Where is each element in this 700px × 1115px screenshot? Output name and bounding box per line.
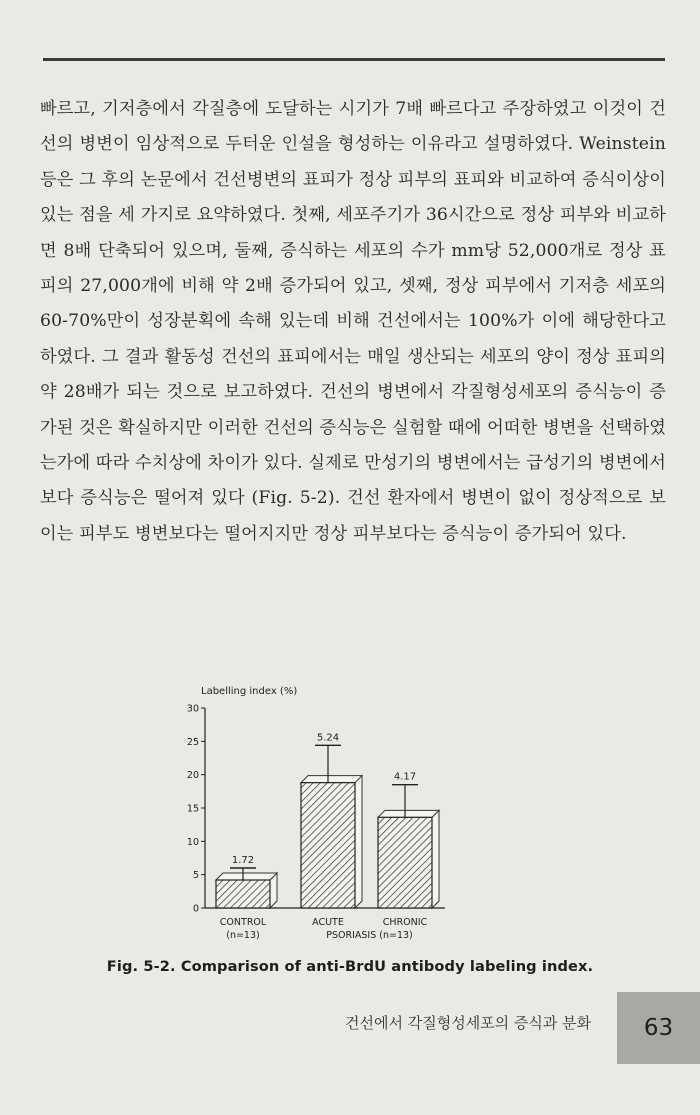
y-tick-label: 15	[186, 803, 199, 815]
body-text	[40, 92, 666, 552]
y-tick-label: 10	[186, 836, 199, 848]
y-tick-label: 30	[186, 703, 199, 715]
group-label: PSORIASIS (n=13)	[326, 930, 413, 941]
bar-top-face	[216, 873, 277, 880]
running-footer-title: 건선에서 각질형성세포의 증식과 분화	[345, 1014, 592, 1032]
category-label: ACUTE	[312, 917, 344, 928]
bar-side-face	[355, 776, 362, 908]
bar-top-face	[301, 776, 362, 783]
bar-top-face	[378, 810, 439, 817]
body-paragraph: 빠르고, 기저층에서 각질층에 도달하는 시기가 7배 빠르다고 주장하였고 이것이 건선의 병변이 임상적으로 두터운 인설을 형성하는 이유라고 설명하였다. Weinstein 등은 그 후의 논문에서 건선병변의 표피가 정상 피부의 표피와 비교하여 증식이상이 있는 점을 세 가지로 요약하였다. 첫째, 세포주기가 36시간으로 정상 피부와 비교하면 8배 단축되어 있으며, 둘째, 증식하는 세포의 수가 mm당 52,000개로 정상 표피의 27,000개에 비해 약 2배 증가되어 있고, 셋째, 정상 피부에서 기저층 세포의 60-70%만이 성장분획에 속해 있는데 비해 건선에서는 100%가 이에 해당한다고 하였다. 그 결과 활동성 건선의 표피에서는 매일 생산되는 세포의 양이 정상 표피의 약 28배가 되는 것으로 보고하였다. 건선의 병변에서 각질형성세포의 증식능이 증가된 것은 확실하지만 이러한 건선의 증식능은 실험할 때에 어떠한 병변을 선택하였는가에 따라 수치상에 차이가 있다. 실제로 만성기의 병변에서는 급성기의 병변에서 보다 증식능은 떨어져 있다 (Fig. 5-2). 건선 환자에서 병변이 없이 정상적으로 보이는 피부도 병변보다는 떨어지지만 정상 피부보다는 증식능이 증가되어 있다.	[40, 99, 666, 544]
y-tick-label: 0	[192, 903, 199, 915]
y-axis-label: Labelling index (%)	[201, 686, 298, 697]
category-label: CONTROL	[219, 917, 267, 928]
bar-side-face	[432, 810, 439, 908]
page-number-box	[617, 992, 700, 1064]
labelling-index-chart	[175, 680, 515, 955]
data-label: 4.17	[393, 771, 417, 783]
bar-chronic	[378, 817, 432, 908]
y-tick-label: 25	[186, 736, 199, 748]
data-label: 1.72	[231, 855, 255, 866]
category-sublabel: (n=13)	[226, 930, 260, 941]
bar-control	[216, 880, 270, 908]
figure-caption: Fig. 5-2. Comparison of anti-BrdU antibody labeling index.	[106, 958, 594, 975]
data-label: 5.24	[316, 732, 340, 744]
header-rule	[43, 58, 665, 61]
category-label: CHRONIC	[382, 917, 428, 928]
bar-acute	[301, 783, 355, 908]
page-number: 63	[643, 1015, 674, 1041]
figure-labelling-index	[175, 680, 515, 955]
y-tick-label: 5	[192, 870, 199, 882]
y-tick-label: 20	[186, 770, 199, 782]
